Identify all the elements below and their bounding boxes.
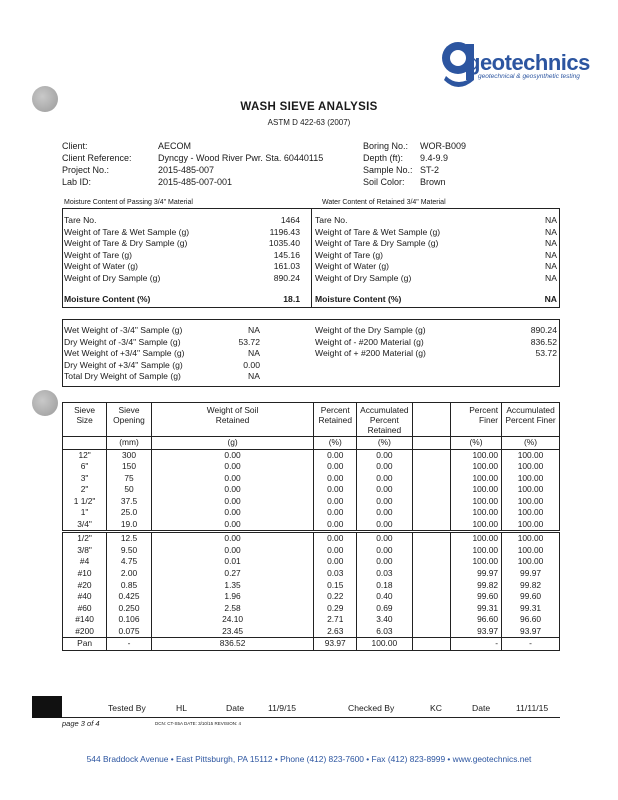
weight-retained-cell: 0.27 xyxy=(151,568,313,580)
table-row xyxy=(63,591,560,603)
signature-line xyxy=(62,717,560,718)
spacer-cell xyxy=(412,519,450,532)
minus-200-weight-value: 836.52 xyxy=(530,336,557,347)
percent-retained-cell: 2.63 xyxy=(314,626,357,638)
dry-weight-minus-value: 53.72 xyxy=(238,336,260,347)
weight-retained-cell: 1.35 xyxy=(151,580,313,592)
percent-finer-cell: 100.00 xyxy=(450,519,501,532)
wet-weight-minus-label: Wet Weight of -3/4" Sample (g) xyxy=(64,325,183,335)
table-row xyxy=(63,545,560,557)
percent-finer-cell: - xyxy=(450,638,501,651)
sieve-size-cell: #20 xyxy=(63,580,107,592)
sieve-opening-cell: 4.75 xyxy=(107,556,152,568)
percent-retained-cell: 0.00 xyxy=(314,496,357,508)
company-address: 544 Braddock Avenue • East Pittsburgh, PA 15112 • Phone (412) 823-7600 • Fax (412) 823-8999 • www.geotechnics.net xyxy=(86,754,532,764)
percent-retained-cell: 93.97 xyxy=(314,638,357,651)
table-row xyxy=(63,603,560,615)
col-accumulated-finer: Accumulated Percent Finer xyxy=(502,403,560,437)
table-row xyxy=(63,496,560,508)
accumulated-finer-cell: 99.97 xyxy=(502,568,560,580)
col-sieve-size: Sieve Size xyxy=(63,403,107,437)
moisture-right-values xyxy=(490,215,557,284)
sieve-opening-cell: 37.5 xyxy=(107,496,152,508)
spacer-cell xyxy=(412,603,450,615)
spacer-cell xyxy=(412,580,450,592)
moisture-left-labels xyxy=(64,215,189,284)
boring-no-value: WOR-B009 xyxy=(420,141,467,151)
accumulated-finer-cell: 100.00 xyxy=(502,484,560,496)
client-value: AECOM xyxy=(158,141,192,151)
test-standard: ASTM D 422-63 (2007) xyxy=(267,118,351,127)
weights-left-values xyxy=(210,325,260,383)
sieve-size-cell: 3/8" xyxy=(63,545,107,557)
retained-tare-weight-label: Weight of Tare (g) xyxy=(315,249,383,260)
sieve-opening-cell: 0.425 xyxy=(107,591,152,603)
weight-retained-cell: 836.52 xyxy=(151,638,313,651)
weight-retained-cell: 0.01 xyxy=(151,556,313,568)
accumulated-finer-cell: 99.82 xyxy=(502,580,560,592)
spacer-cell xyxy=(412,568,450,580)
percent-finer-cell: 100.00 xyxy=(450,532,501,545)
unit-weight: (g) xyxy=(151,437,313,450)
project-no-label: Project No.: xyxy=(62,165,110,175)
accumulated-finer-cell: 100.00 xyxy=(502,545,560,557)
moisture-right-labels xyxy=(315,215,440,284)
retained-water-weight-value: NA xyxy=(545,261,557,271)
tare-weight-value: 145.16 xyxy=(273,249,300,260)
unit-pct-retained: (%) xyxy=(314,437,357,450)
accumulated-retained-cell: 0.69 xyxy=(357,603,412,615)
sieve-size-cell: 1" xyxy=(63,507,107,519)
lab-id-label: Lab ID: xyxy=(62,177,92,187)
table-row xyxy=(63,449,560,461)
percent-finer-cell: 100.00 xyxy=(450,461,501,473)
retained-tare-no-label: Tare No. xyxy=(315,215,348,225)
sieve-size-cell: #10 xyxy=(63,568,107,580)
sieve-opening-cell: 9.50 xyxy=(107,545,152,557)
percent-retained-cell: 0.22 xyxy=(314,591,357,603)
spacer-cell xyxy=(412,496,450,508)
sieve-opening-cell: 75 xyxy=(107,473,152,485)
wet-weight-plus-value: NA xyxy=(248,348,260,358)
weight-retained-cell: 0.00 xyxy=(151,449,313,461)
accumulated-retained-cell: 0.00 xyxy=(357,484,412,496)
page-number: page 3 of 4 xyxy=(62,719,100,728)
percent-finer-cell: 99.31 xyxy=(450,603,501,615)
accumulated-retained-cell: 6.03 xyxy=(357,626,412,638)
percent-finer-cell: 100.00 xyxy=(450,449,501,461)
sieve-opening-cell: 0.85 xyxy=(107,580,152,592)
table-row xyxy=(63,519,560,532)
wet-weight-plus-label: Wet Weight of +3/4" Sample (g) xyxy=(64,348,185,358)
unit-acc-retained: (%) xyxy=(357,437,412,450)
units-row xyxy=(63,437,560,450)
retained-tare-no-value: NA xyxy=(545,215,557,225)
sieve-analysis-table xyxy=(62,402,560,651)
accumulated-finer-cell: 100.00 xyxy=(502,519,560,532)
spacer-cell xyxy=(412,638,450,651)
percent-finer-cell: 99.82 xyxy=(450,580,501,592)
moisture-content-right-label: Moisture Content (%) xyxy=(315,294,402,304)
page-title: WASH SIEVE ANALYSIS xyxy=(240,101,378,113)
sieve-opening-cell: - xyxy=(107,638,152,651)
percent-retained-cell: 0.03 xyxy=(314,568,357,580)
percent-retained-cell: 0.15 xyxy=(314,580,357,592)
spacer-cell xyxy=(412,614,450,626)
sieve-size-cell: 3" xyxy=(63,473,107,485)
retained-tare-weight-value: NA xyxy=(545,249,557,260)
accumulated-finer-cell: 96.60 xyxy=(502,614,560,626)
weights-right-labels xyxy=(315,325,426,360)
sieve-opening-cell: 0.075 xyxy=(107,626,152,638)
accumulated-retained-cell: 0.40 xyxy=(357,591,412,603)
percent-retained-cell: 0.00 xyxy=(314,461,357,473)
weight-retained-cell: 24.10 xyxy=(151,614,313,626)
boring-no-label: Boring No.: xyxy=(363,141,409,151)
percent-finer-cell: 99.60 xyxy=(450,591,501,603)
percent-retained-cell: 0.00 xyxy=(314,484,357,496)
tare-weight-label: Weight of Tare (g) xyxy=(64,249,132,260)
moisture-box-divider xyxy=(311,208,312,308)
project-no-value: 2015-485-007 xyxy=(158,165,215,175)
moisture-content-right-value: NA xyxy=(544,294,557,304)
accumulated-retained-cell: 0.18 xyxy=(357,580,412,592)
client-label: Client: xyxy=(62,141,88,151)
percent-retained-cell: 0.00 xyxy=(314,473,357,485)
retained-section-heading: Water Content of Retained 3/4" Material xyxy=(322,199,446,206)
dry-weight-minus-label: Dry Weight of -3/4" Sample (g) xyxy=(64,336,181,347)
client-reference-label: Client Reference: xyxy=(62,153,132,163)
accumulated-retained-cell: 0.00 xyxy=(357,545,412,557)
accumulated-finer-cell: 93.97 xyxy=(502,626,560,638)
plus-200-weight-label: Weight of + #200 Material (g) xyxy=(315,348,426,358)
accumulated-retained-cell: 0.00 xyxy=(357,519,412,532)
table-row xyxy=(63,461,560,473)
dry-sample-weight-label: Weight of the Dry Sample (g) xyxy=(315,325,426,335)
percent-finer-cell: 100.00 xyxy=(450,556,501,568)
weight-retained-cell: 0.00 xyxy=(151,461,313,473)
sieve-size-cell: 2" xyxy=(63,484,107,496)
sieve-opening-cell: 0.250 xyxy=(107,603,152,615)
spacer-cell xyxy=(412,591,450,603)
client-info-values-right xyxy=(420,140,466,188)
sieve-size-cell: #40 xyxy=(63,591,107,603)
tare-dry-value: 1035.40 xyxy=(268,238,300,248)
water-weight-value: 161.03 xyxy=(273,261,300,271)
spacer-cell xyxy=(412,545,450,557)
weights-left-labels xyxy=(64,325,184,383)
unit-acc-finer: (%) xyxy=(502,437,560,450)
table-row xyxy=(63,556,560,568)
passing-section-heading: Moisture Content of Passing 3/4" Material xyxy=(64,199,193,206)
accumulated-retained-cell: 0.00 xyxy=(357,496,412,508)
unit-pct-finer: (%) xyxy=(450,437,501,450)
accumulated-finer-cell: 100.00 xyxy=(502,556,560,568)
spacer-cell xyxy=(412,484,450,496)
retained-water-weight-label: Weight of Water (g) xyxy=(315,261,390,271)
weight-retained-cell: 0.00 xyxy=(151,532,313,545)
checked-by-value: KC xyxy=(430,703,442,713)
percent-retained-cell: 0.00 xyxy=(314,449,357,461)
col-sieve-opening: Sieve Opening xyxy=(107,403,152,437)
sieve-opening-cell: 12.5 xyxy=(107,532,152,545)
weight-retained-cell: 0.00 xyxy=(151,496,313,508)
percent-finer-cell: 99.97 xyxy=(450,568,501,580)
percent-retained-cell: 0.00 xyxy=(314,507,357,519)
percent-finer-cell: 100.00 xyxy=(450,545,501,557)
col-percent-retained: Percent Retained xyxy=(314,403,357,437)
weight-retained-cell: 0.00 xyxy=(151,484,313,496)
weights-right-values xyxy=(490,325,557,360)
tare-no-value: 1464 xyxy=(280,215,300,225)
table-row xyxy=(63,626,560,638)
moisture-content-left-label: Moisture Content (%) xyxy=(64,294,151,304)
logo-wordmark: geotechnics xyxy=(467,50,590,75)
percent-retained-cell: 0.00 xyxy=(314,545,357,557)
tested-date-value: 11/9/15 xyxy=(268,703,297,713)
dry-sample-value: 890.24 xyxy=(273,272,300,283)
accumulated-finer-cell: 100.00 xyxy=(502,461,560,473)
accumulated-retained-cell: 100.00 xyxy=(357,638,412,651)
moisture-left-values xyxy=(230,215,300,284)
accumulated-retained-cell: 3.40 xyxy=(357,614,412,626)
sieve-size-cell: 1 1/2" xyxy=(63,496,107,508)
col-accumulated-retained: Accumulated Percent Retained xyxy=(357,403,412,437)
sieve-size-cell: #140 xyxy=(63,614,107,626)
accumulated-finer-cell: 100.00 xyxy=(502,473,560,485)
client-reference-value: Dyncgy - Wood River Pwr. Sta. 60440115 xyxy=(158,153,324,163)
accumulated-retained-cell: 0.00 xyxy=(357,449,412,461)
sieve-opening-cell: 2.00 xyxy=(107,568,152,580)
col-percent-finer: Percent Finer xyxy=(450,403,501,437)
sieve-size-cell: 1/2" xyxy=(63,532,107,545)
accumulated-finer-cell: 100.00 xyxy=(502,449,560,461)
punch-hole-middle xyxy=(32,390,58,416)
sample-no-value: ST-2 xyxy=(420,165,440,175)
spacer-cell xyxy=(412,532,450,545)
table-row xyxy=(63,614,560,626)
form-code: DCN: CT-S5A DATE: 3/10/15 REVISION: 4 xyxy=(155,721,241,726)
lab-id-value: 2015-485-007-001 xyxy=(158,177,233,187)
dry-weight-plus-value: 0.00 xyxy=(243,359,260,370)
percent-retained-cell: 0.00 xyxy=(314,519,357,532)
accumulated-retained-cell: 0.00 xyxy=(357,507,412,519)
logo-tagline: geotechnical & geosynthetic testing xyxy=(478,73,580,80)
table-row xyxy=(63,568,560,580)
spacer-cell xyxy=(412,556,450,568)
percent-finer-cell: 100.00 xyxy=(450,507,501,519)
tested-by-label: Tested By xyxy=(108,703,146,713)
tested-by-value: HL xyxy=(176,703,187,713)
client-info-labels-right xyxy=(363,140,413,188)
sieve-opening-cell: 150 xyxy=(107,461,152,473)
water-weight-label: Weight of Water (g) xyxy=(64,261,139,271)
percent-finer-cell: 100.00 xyxy=(450,496,501,508)
accumulated-retained-cell: 0.03 xyxy=(357,568,412,580)
sieve-opening-cell: 25.0 xyxy=(107,507,152,519)
checked-date-value: 11/11/15 xyxy=(516,703,549,713)
sample-no-label: Sample No.: xyxy=(363,165,413,175)
weight-retained-cell: 1.96 xyxy=(151,591,313,603)
tare-wet-value: 1196.43 xyxy=(269,226,300,237)
sieve-opening-cell: 300 xyxy=(107,449,152,461)
spacer-cell xyxy=(412,449,450,461)
accumulated-finer-cell: 100.00 xyxy=(502,532,560,545)
table-row xyxy=(63,473,560,485)
depth-label: Depth (ft): xyxy=(363,153,404,163)
percent-retained-cell: 0.29 xyxy=(314,603,357,615)
percent-retained-cell: 0.00 xyxy=(314,556,357,568)
sieve-size-cell: #4 xyxy=(63,556,107,568)
table-row xyxy=(63,507,560,519)
table-row xyxy=(63,638,560,651)
tare-wet-label: Weight of Tare & Wet Sample (g) xyxy=(64,226,190,237)
accumulated-finer-cell: 99.31 xyxy=(502,603,560,615)
wet-weight-minus-value: NA xyxy=(248,325,260,335)
spacer-cell xyxy=(412,507,450,519)
plus-200-weight-value: 53.72 xyxy=(535,348,557,358)
accumulated-finer-cell: 100.00 xyxy=(502,507,560,519)
unit-opening: (mm) xyxy=(107,437,152,450)
total-dry-weight-label: Total Dry Weight of Sample (g) xyxy=(64,371,181,381)
sieve-size-cell: #60 xyxy=(63,603,107,615)
depth-value: 9.4-9.9 xyxy=(420,153,449,163)
accumulated-retained-cell: 0.00 xyxy=(357,532,412,545)
dry-sample-weight-value: 890.24 xyxy=(530,325,557,335)
client-info-labels-left xyxy=(62,140,132,188)
dry-weight-plus-label: Dry Weight of +3/4" Sample (g) xyxy=(64,359,183,370)
sieve-size-cell: 6" xyxy=(63,461,107,473)
tare-no-label: Tare No. xyxy=(64,215,97,225)
percent-finer-cell: 93.97 xyxy=(450,626,501,638)
sieve-size-cell: 3/4" xyxy=(63,519,107,532)
soil-color-value: Brown xyxy=(420,177,446,187)
spacer-cell xyxy=(412,473,450,485)
sieve-opening-cell: 0.106 xyxy=(107,614,152,626)
dry-sample-label: Weight of Dry Sample (g) xyxy=(64,272,161,283)
retained-tare-dry-label: Weight of Tare & Dry Sample (g) xyxy=(315,238,439,248)
percent-finer-cell: 100.00 xyxy=(450,484,501,496)
retained-dry-sample-value: NA xyxy=(545,272,557,283)
checked-by-label: Checked By xyxy=(348,703,395,713)
accumulated-finer-cell: 99.60 xyxy=(502,591,560,603)
weight-retained-cell: 0.00 xyxy=(151,507,313,519)
client-info-values-left xyxy=(158,140,323,188)
retained-tare-dry-value: NA xyxy=(545,238,557,248)
sieve-opening-cell: 19.0 xyxy=(107,519,152,532)
weight-retained-cell: 0.00 xyxy=(151,519,313,532)
moisture-content-left-value: 18.1 xyxy=(283,294,300,304)
retained-tare-wet-value: NA xyxy=(545,226,557,237)
black-marker-block xyxy=(32,696,62,718)
weight-retained-cell: 0.00 xyxy=(151,545,313,557)
percent-finer-cell: 100.00 xyxy=(450,473,501,485)
percent-retained-cell: 2.71 xyxy=(314,614,357,626)
soil-color-label: Soil Color: xyxy=(363,177,405,187)
weight-retained-cell: 23.45 xyxy=(151,626,313,638)
tare-dry-label: Weight of Tare & Dry Sample (g) xyxy=(64,238,188,248)
accumulated-finer-cell: 100.00 xyxy=(502,496,560,508)
retained-dry-sample-label: Weight of Dry Sample (g) xyxy=(315,272,412,283)
table-row xyxy=(63,580,560,592)
spacer-cell xyxy=(412,461,450,473)
retained-tare-wet-label: Weight of Tare & Wet Sample (g) xyxy=(315,226,441,237)
percent-retained-cell: 0.00 xyxy=(314,532,357,545)
sieve-size-cell: 12" xyxy=(63,449,107,461)
total-dry-weight-value: NA xyxy=(248,371,260,381)
col-spacer xyxy=(412,403,450,437)
accumulated-finer-cell: - xyxy=(502,638,560,651)
spacer-cell xyxy=(412,626,450,638)
sieve-size-cell: #200 xyxy=(63,626,107,638)
percent-finer-cell: 96.60 xyxy=(450,614,501,626)
accumulated-retained-cell: 0.00 xyxy=(357,461,412,473)
tested-date-label: Date xyxy=(226,703,245,713)
table-row xyxy=(63,532,560,545)
sieve-opening-cell: 50 xyxy=(107,484,152,496)
accumulated-retained-cell: 0.00 xyxy=(357,473,412,485)
checked-date-label: Date xyxy=(472,703,491,713)
weight-retained-cell: 2.58 xyxy=(151,603,313,615)
table-row xyxy=(63,484,560,496)
sieve-size-cell: Pan xyxy=(63,638,107,651)
col-weight-retained: Weight of Soil Retained xyxy=(151,403,313,437)
weight-retained-cell: 0.00 xyxy=(151,473,313,485)
minus-200-weight-label: Weight of - #200 Material (g) xyxy=(315,336,424,347)
accumulated-retained-cell: 0.00 xyxy=(357,556,412,568)
